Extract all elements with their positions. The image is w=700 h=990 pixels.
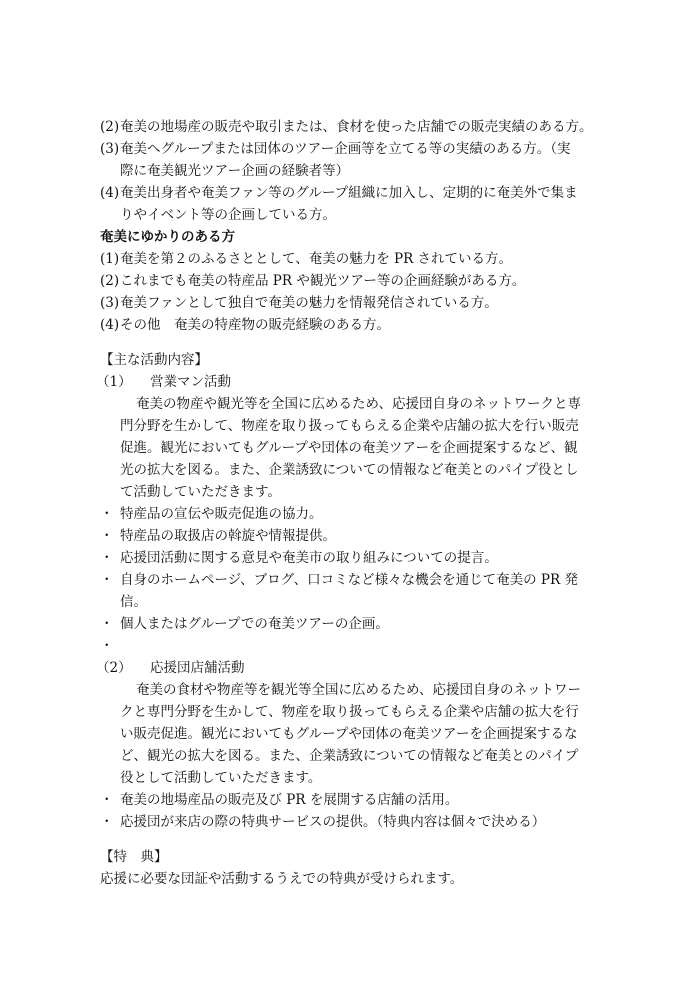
bullet-marker: ・	[100, 638, 114, 654]
bullet-item: 応援団が来店の際の特典サービスの提供。（特典内容は個々で決める）	[120, 814, 546, 830]
paragraph-line: い販売促進。観光においてもグループや団体の奄美ツアーを企画提案するな	[120, 726, 578, 742]
list-number: (2)	[100, 273, 120, 289]
paragraph-line: 役として活動していただきます。	[120, 770, 322, 786]
bullet-marker: ・	[100, 506, 114, 522]
list-item-text: その他 奄美の特産物の販売経験のある方。	[120, 317, 390, 333]
list-number: (2)	[100, 119, 120, 135]
bullet-item: 自身のホームページ、ブログ、口コミなど様々な機会を通じて奄美の PR 発	[120, 572, 578, 588]
subsection-title: 応援団店舗活動	[150, 660, 245, 676]
list-number: (3)	[100, 141, 120, 157]
bullet-item: 応援団活動に関する意見や奄美市の取り組みについての提言。	[120, 550, 498, 566]
bullet-item: 奄美の地場産品の販売及び PR を展開する店舗の活用。	[120, 792, 459, 808]
list-item-text: 奄美の地場産の販売や取引または、食材を使った店舗での販売実績のある方。	[120, 119, 593, 135]
list-item-text: 奄美を第２のふるさととして、奄美の魅力を PR されている方。	[120, 251, 513, 267]
bullet-marker: ・	[100, 550, 114, 566]
subsection-number: （2）	[96, 660, 132, 676]
bullet-marker: ・	[100, 572, 114, 588]
bullet-marker: ・	[100, 792, 114, 808]
bullet-item: 特産品の宣伝や販売促進の協力。	[120, 506, 323, 522]
paragraph-line: 光の拡大を図る。また、企業誘致についての情報など奄美とのパイプ役とし	[120, 462, 579, 478]
paragraph-line: クと専門分野を生かして、物産を取り扱ってもらえる企業や店舗の拡大を行	[120, 704, 579, 720]
paragraph-line: ど、観光の拡大を図る。また、企業誘致についての情報など奄美とのパイプ	[120, 748, 579, 764]
benefits-text: 応援に必要な団証や活動するうえでの特典が受けられます。	[100, 871, 464, 887]
section-heading: 奄美にゆかりのある方	[100, 229, 235, 245]
bullet-marker: ・	[100, 616, 114, 632]
paragraph-line: て活動していただきます。	[120, 484, 281, 500]
list-number: (3)	[100, 295, 120, 311]
list-item-text-continued: 際に奄美観光ツアー企画の経験者等）	[120, 163, 350, 179]
section-heading: 【特 典】	[100, 849, 168, 865]
list-item-text-continued: りやイベント等の企画している方。	[120, 207, 336, 223]
list-item-text: これまでも奄美の特産品 PR や観光ツアー等の企画経験がある方。	[120, 273, 526, 289]
paragraph-line: 促進。観光においてもグループや団体の奄美ツアーを企画提案するなど、観	[120, 440, 578, 456]
paragraph-line: 奄美の食材や物産等を観光等全国に広めるため、応援団自身のネットワー	[136, 682, 581, 698]
paragraph-line: 奄美の物産や観光等を全国に広めるため、応援団自身のネットワークと専	[136, 396, 581, 412]
list-item-text: 奄美ファンとして独自で奄美の魅力を情報発信されている方。	[120, 295, 498, 311]
paragraph-line: 門分野を生かして、物産を取り扱ってもらえる企業や店舗の拡大を行い販売	[120, 418, 579, 434]
subsection-title: 営業マン活動	[150, 374, 231, 390]
section-heading: 【主な活動内容】	[100, 352, 208, 368]
subsection-number: （1）	[96, 374, 132, 390]
list-item-text: 奄美出身者や奄美ファン等のグループ組織に加入し、定期的に奄美外で集ま	[120, 185, 578, 201]
list-number: (4)	[100, 317, 120, 333]
bullet-item: 個人またはグループでの奄美ツアーの企画。	[120, 616, 389, 632]
list-number: (4)	[100, 185, 120, 201]
bullet-marker: ・	[100, 528, 114, 544]
list-item-text: 奄美へグループまたは団体のツアー企画等を立てる等の実績のある方。（実	[120, 141, 571, 157]
list-number: (1)	[100, 251, 120, 267]
bullet-item-continued: 信。	[120, 594, 147, 610]
bullet-item: 特産品の取扱店の斡旋や情報提供。	[120, 528, 336, 544]
bullet-marker: ・	[100, 814, 114, 830]
